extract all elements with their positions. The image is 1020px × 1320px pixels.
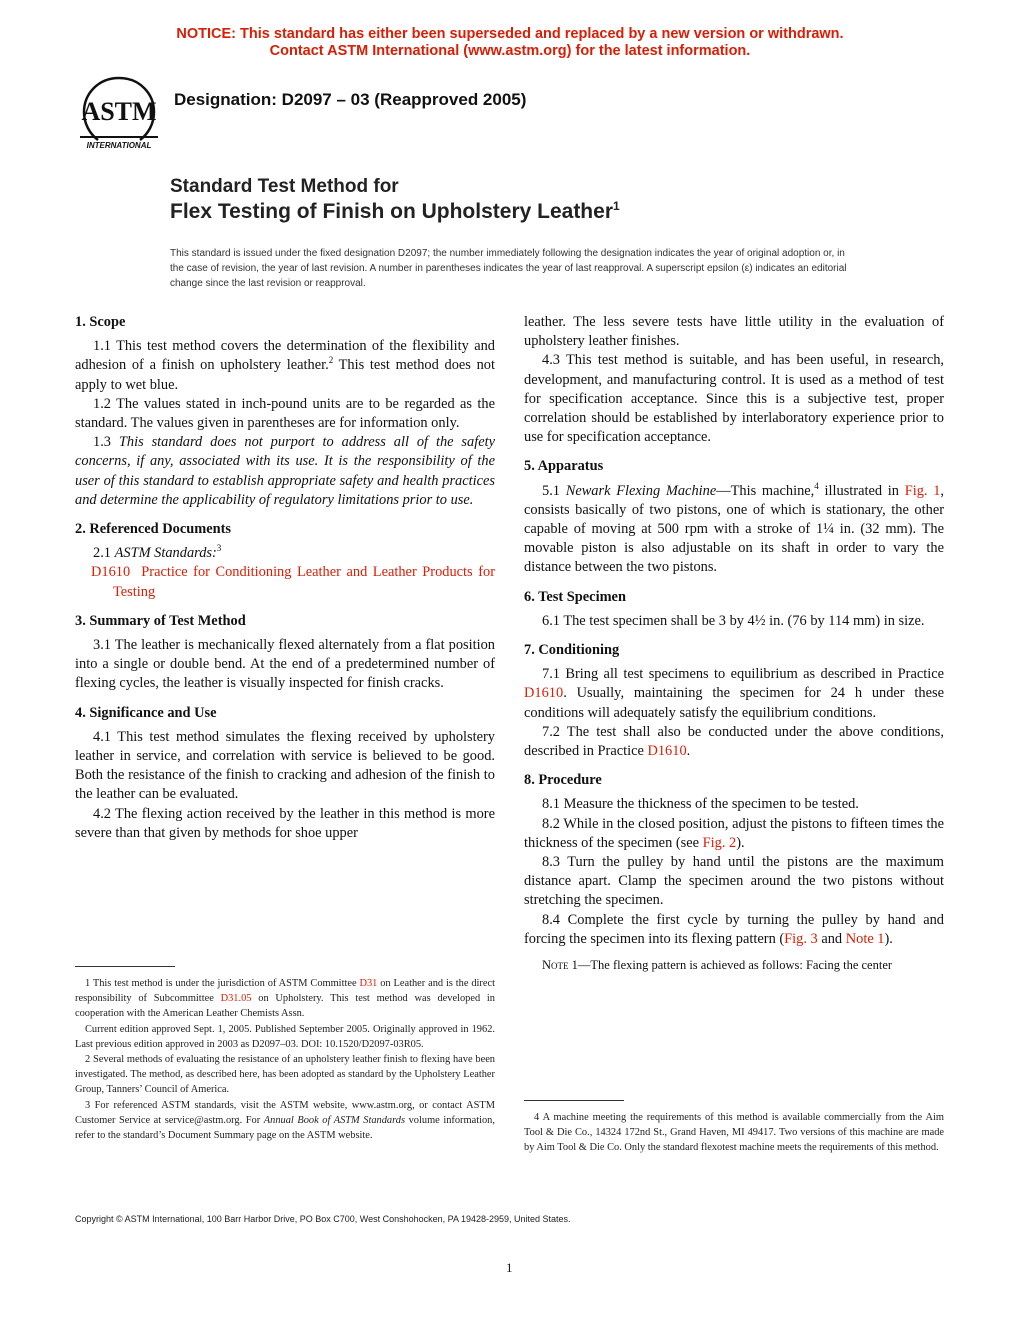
footnote-rule xyxy=(524,1100,624,1101)
paragraph: 7.2 The test shall also be conducted under the above conditions, described in Practice D1610. xyxy=(524,723,944,760)
title-line-2: Flex Testing of Finish on Upholstery Leather xyxy=(170,200,613,223)
notice-line-1: NOTICE: This standard has either been superseded and replaced by a new version or withdrawn. xyxy=(176,26,844,42)
paragraph: 4.1 This test method simulates the flexing received by upholstery leather in service, and correlation with service is believed to be good. Both the resistance of the finish to cracking and adhesion of the finish to the leather can be evaluated. xyxy=(75,728,495,803)
withdrawal-notice xyxy=(0,26,1020,60)
reference-link[interactable]: D1610 xyxy=(647,743,687,760)
section-heading: 4. Significance and Use xyxy=(75,704,217,721)
note-link[interactable]: Note 1 xyxy=(845,930,885,947)
paragraph: 7.1 Bring all test specimens to equilibrium as described in Practice D1610. Usually, maintaining the specimen for 24 h under these conditions will adequately satisfy the equilibrium conditions. xyxy=(524,666,944,721)
section-heading: 6. Test Specimen xyxy=(524,588,626,605)
paragraph: leather. The less severe tests have little utility in the evaluation of upholstery leather finishes. xyxy=(524,314,944,350)
footnotes-right xyxy=(524,1110,944,1156)
paragraph: 8.3 Turn the pulley by hand until the pistons are the maximum distance apart. Clamp the specimen around the two pistons without stretching the specimen. xyxy=(524,854,944,909)
footnote: 1 This test method is under the jurisdiction of ASTM Committee D31 on Leather and is the direct responsibility of Subcommittee D31.05 on Upholstery. This test method was developed in cooperation with the American Leather Chemists Assn. xyxy=(75,978,496,1020)
section-heading: 5. Apparatus xyxy=(524,458,604,475)
section-heading: 8. Procedure xyxy=(524,772,602,789)
paragraph: 2.1 ASTM Standards:$^3$ xyxy=(93,543,222,562)
paragraph: 3.1 The leather is mechanically flexed alternately from a flat position into a single or double bend. At the end of a predetermined number of flexing cycles, the leather is visually inspected for finish cracks. xyxy=(75,637,495,692)
figure-link[interactable]: Fig. 3 xyxy=(784,930,818,947)
paragraph: 4.2 The flexing action received by the leather in this method is more severe than that given by methods for shoe upper xyxy=(75,805,495,841)
left-column xyxy=(75,313,495,843)
title-line-1: Standard Test Method for xyxy=(170,176,399,197)
designation: Designation: D2097 – 03 (Reapproved 2005) xyxy=(174,90,527,109)
paragraph: 5.1 Newark Flexing Machine—This machine,$^4$ illustrated in Fig. 1, consists basically of two pistons, one of which is stationary, the other capable of moving at 500 rpm with a stroke of 1¼ in. (32 mm). The movable piston is also adjustable on its shaft in order to vary the distance between the two pistons. xyxy=(524,480,945,576)
copyright: Copyright © ASTM International, 100 Barr Harbor Drive, PO Box C700, West Conshohocken, PA 19428-2959, United States. xyxy=(75,1214,571,1224)
footnote: 3 For referenced ASTM standards, visit the ASTM website, www.astm.org, or contact ASTM Customer Service at service@astm.org. For Annual Book of ASTM Standards volume information, refer to the standard’s Document Summary page on the ASTM website. xyxy=(75,1099,495,1142)
issuance-note: This standard is issued under the fixed designation D2097; the number immediately following the designation indicates the year of original adoption or, in the case of revision, the year of last revision. A number in parentheses indicates the year of last reapproval. A superscript epsilon (ε) indicates an editorial change since the last revision or reapproval. xyxy=(170,248,847,289)
paragraph: 8.1 Measure the thickness of the specimen to be tested. xyxy=(542,796,859,813)
reference-link[interactable]: D1610 Practice for Conditioning Leather and Leather Products for Testing xyxy=(91,564,495,600)
reference-link[interactable]: D31 xyxy=(359,978,378,989)
paragraph: 8.2 While in the closed position, adjust the pistons to fifteen times the thickness of the specimen (see Fig. 2). xyxy=(524,815,944,851)
footnote-rule xyxy=(75,966,175,967)
title-footnote-mark: 1 xyxy=(613,199,620,213)
paragraph: 6.1 The test specimen shall be 3 by 4½ in. (76 by 114 mm) in size. xyxy=(542,612,925,629)
figure-link[interactable]: Fig. 1 xyxy=(904,482,941,499)
right-column xyxy=(524,313,944,974)
paragraph: 1.3 This standard does not purport to address all of the safety concerns, if any, associated with its use. It is the responsibility of the user of this standard to establish appropriate safety and health practices and determine the applicability of regulatory limitations prior to use. xyxy=(75,434,495,508)
logo-letters: ASTM xyxy=(81,97,157,126)
footnote: Current edition approved Sept. 1, 2005. Published September 2005. Originally approved in 1962. Last previous edition approved in 2003 as D2097–03. DOI: 10.1520/D2097-03R05. xyxy=(75,1023,495,1050)
section-heading: 3. Summary of Test Method xyxy=(75,612,246,629)
section-heading: 2. Referenced Documents xyxy=(75,521,231,538)
reference-link[interactable]: D1610 xyxy=(524,685,564,702)
page-number: 1 xyxy=(506,1260,513,1275)
notice-line-2: Contact ASTM International (www.astm.org) for the latest information. xyxy=(269,43,751,59)
document-title xyxy=(170,176,620,226)
note: Note 1—The flexing pattern is achieved as follows: Facing the center xyxy=(542,958,893,973)
section-heading: 7. Conditioning xyxy=(524,642,620,659)
astm-logo-icon xyxy=(76,72,162,152)
footnotes-left xyxy=(75,976,495,1143)
section-heading: 1. Scope xyxy=(75,314,126,330)
logo-label: INTERNATIONAL xyxy=(86,141,152,150)
paragraph: 4.3 This test method is suitable, and has been useful, in research, development, and manufacturing control. It is used as a method of test for specification acceptance. Since this is a subjective test, proper correlation should be established by interlaboratory experience prior to use for specification acceptance. xyxy=(524,352,944,446)
footnote: 2 Several methods of evaluating the resistance of an upholstery leather finish to flexing have been investigated. The method, as described here, has been adopted as standard by the Upholstery Leather Group, Tanners’ Council of America. xyxy=(75,1054,495,1096)
footnote: 4 A machine meeting the requirements of this method is available commercially from the Aim Tool & Die Co., 14324 172nd St., Grand Haven, MI 49417. Two versions of this machine are made by Aim Tool & Die Co. Only the standard flexotest machine meets the requirements of this method. xyxy=(524,1112,944,1154)
figure-link[interactable]: Fig. 2 xyxy=(702,834,737,851)
reference-link[interactable]: D31.05 xyxy=(220,993,252,1005)
paragraph: 1.2 The values stated in inch-pound units are to be regarded as the standard. The values given in parentheses are for information only. xyxy=(75,395,495,432)
paragraph: 1.1 This test method covers the determination of the flexibility and adhesion of a finish on upholstery leather.$^2$ This test method does not apply to wet blue. xyxy=(75,338,495,393)
paragraph: 8.4 Complete the first cycle by turning the pulley by hand and forcing the specimen into its flexing pattern (Fig. 3 and Note 1). xyxy=(524,911,944,947)
